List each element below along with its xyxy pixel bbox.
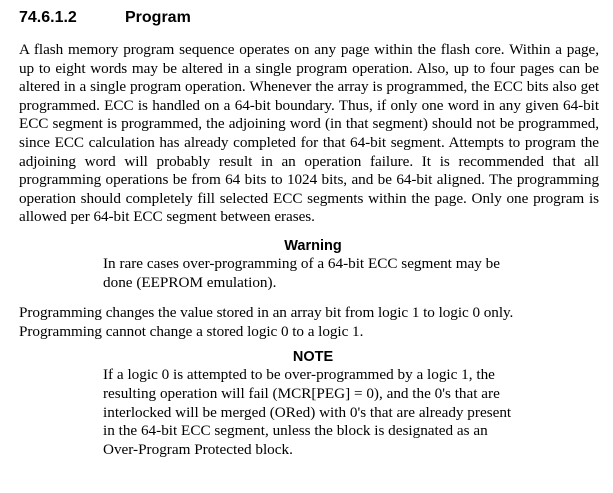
body-paragraph-program-sequence: A flash memory program sequence operates on any page within the flash core. Within a page, up to eight words may be altered in a single program operation. Also, up to four pages can be altered in a single program operation. Whenever the array is programmed, the ECC bits also get programmed. ECC is handled on a 64-bit boundary. Thus, if only one word in any given 64-bit ECC segment is programmed, the adjoining word (in that segment) should not be programmed, since ECC calculation has already completed for that 64-bit segment. Attempts to program the adjoining word will probably result in an operation failure. It is recommended that all programming operations be from 64 bits to 1024 bits, and be 64-bit aligned. The programming operation should completely fill selected ECC segments within the page. Only one program is allowed per 64-bit ECC segment between erases. (19, 41, 599, 226)
section-heading (19, 8, 601, 28)
warning-text: In rare cases over-programming of a 64-bit ECC segment may be done (EEPROM emulation). (103, 254, 500, 291)
section-title: Program (125, 9, 191, 26)
note-callout (103, 348, 523, 459)
note-text: If a logic 0 is attempted to be over-programmed by a logic 1, the resulting operation will fail (MCR[PEG] = 0), and the 0's that are interlocked will be merged (ORed) with 0's that are already present in the 64-bit ECC segment, unless the block is designated as an Over-Program Protected block. (103, 366, 512, 458)
body-paragraph-logic-change: Programming changes the value stored in an array bit from logic 1 to logic 0 only. Programming cannot change a stored logic 0 to a logic 1. (19, 304, 514, 340)
section-number: 74.6.1.2 (19, 9, 77, 26)
warning-callout (103, 237, 523, 292)
note-title: NOTE (292, 349, 334, 366)
warning-title: Warning (284, 237, 342, 254)
